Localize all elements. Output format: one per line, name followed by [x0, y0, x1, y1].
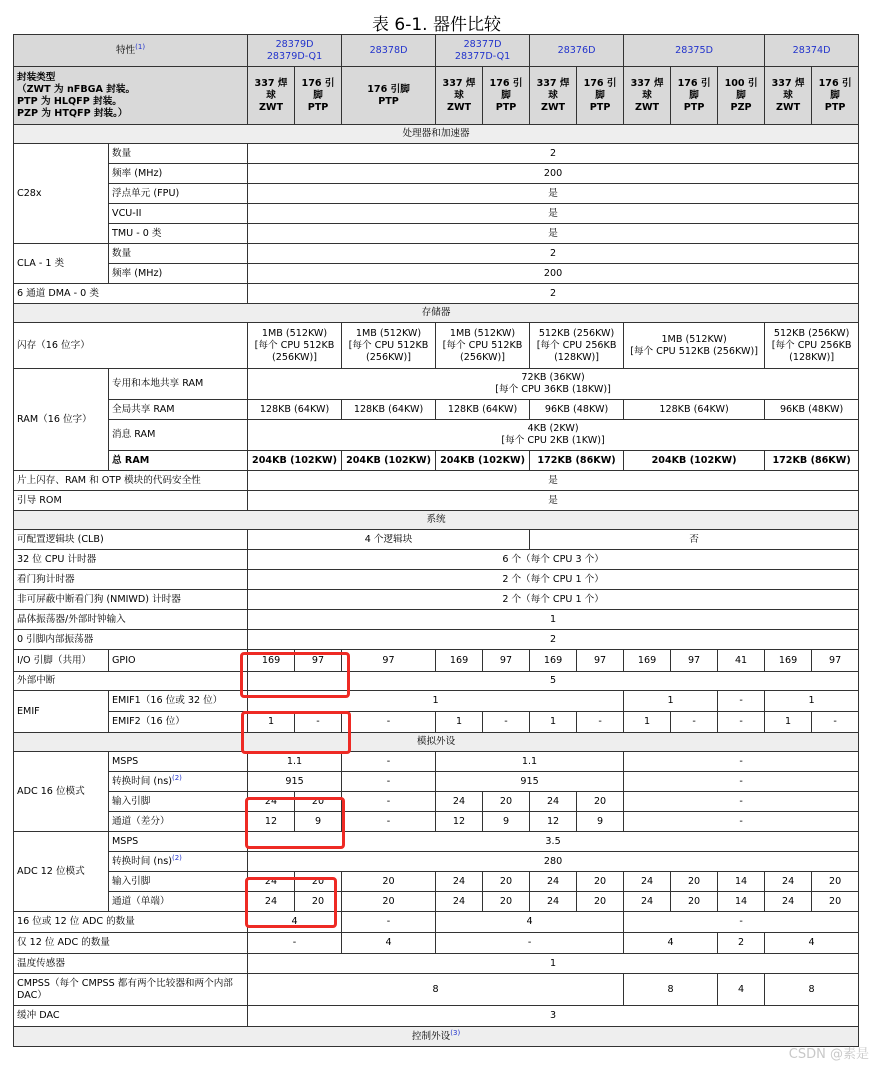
nmiwd-value: 2 个（每个 CPU 1 个） — [248, 590, 859, 610]
adc12-chan-value: 20 — [295, 892, 342, 912]
adc16-chan-label: 通道（差分） — [109, 812, 248, 832]
device-28376D[interactable]: 28376D — [530, 35, 624, 67]
crystal-label: 晶体振荡器/外部时钟输入 — [14, 610, 248, 630]
emif1-label: EMIF1（16 位或 32 位） — [109, 691, 248, 712]
adc12-pins-value: 20 — [812, 872, 859, 892]
clb-value: 4 个逻辑块 — [248, 530, 530, 550]
cla-freq-value: 200 — [248, 264, 859, 284]
c28x-vcu-label: VCU-II — [109, 204, 248, 224]
cmpss-label: CMPSS（每个 CMPSS 都有两个比较器和两个内部 DAC） — [14, 974, 248, 1006]
io-value: 97 — [577, 650, 624, 672]
emif2-value: 1 — [436, 712, 483, 733]
device-28378D[interactable]: 28378D — [342, 35, 436, 67]
dma-label: 6 通道 DMA - 0 类 — [14, 284, 248, 304]
adc16-conv-value: - — [342, 772, 436, 792]
ram-global-label: 全局共享 RAM — [109, 400, 248, 420]
adc16-conv-value: 915 — [248, 772, 342, 792]
table-title: 表 6-1. 器件比较 — [372, 15, 501, 35]
ram-total-value: 204KB (102KW) — [624, 451, 765, 471]
timers-value: 6 个（每个 CPU 3 个） — [248, 550, 859, 570]
adc12-pins-value: 24 — [624, 872, 671, 892]
adc16-chan-value: 9 — [577, 812, 624, 832]
section-processor: 处理器和加速器 — [14, 125, 859, 144]
package-cell: 176 引 脚 PTP — [295, 67, 342, 125]
flash-value: 1MB (512KW) [每个 CPU 512KB (256KW)] — [436, 323, 530, 369]
adc-both-value: - — [342, 912, 436, 933]
adc12-chan-value: 24 — [530, 892, 577, 912]
emif1-value: - — [718, 691, 765, 712]
ram-label: RAM（16 位字） — [14, 369, 109, 471]
adc-only12-value: 4 — [765, 933, 859, 954]
flash-value: 512KB (256KW) [每个 CPU 256KB (128KW)] — [530, 323, 624, 369]
flash-value: 512KB (256KW) [每个 CPU 256KB (128KW)] — [765, 323, 859, 369]
ram-dedicated-value: 72KB (36KW) [每个 CPU 36KB (18KW)] — [248, 369, 859, 400]
emif2-value: - — [718, 712, 765, 733]
io-value: 169 — [530, 650, 577, 672]
ram-global-value: 128KB (64KW) — [342, 400, 436, 420]
section-control: 控制外设$^{(3)}$ — [14, 1027, 859, 1047]
adc12-pins-value: 24 — [765, 872, 812, 892]
device-28379D[interactable]: 28379D 28379D-Q1 — [248, 35, 342, 67]
clb-value: 否 — [530, 530, 859, 550]
package-cell: 100 引 脚 PZP — [718, 67, 765, 125]
ram-msg-label: 消息 RAM — [109, 420, 248, 451]
c28x-tmu-label: TMU - 0 类 — [109, 224, 248, 244]
device-comparison-table — [13, 34, 859, 1047]
adc16-conv-value: 915 — [436, 772, 624, 792]
adc12-pins-value: 24 — [436, 872, 483, 892]
clb-label: 可配置逻辑块 (CLB) — [14, 530, 248, 550]
adc16-msps-label: MSPS — [109, 752, 248, 772]
ram-global-value: 96KB (48KW) — [530, 400, 624, 420]
nmiwd-label: 非可屏蔽中断看门狗 (NMIWD) 计时器 — [14, 590, 248, 610]
extint-label: 外部中断 — [14, 672, 248, 691]
io-value: 97 — [483, 650, 530, 672]
cla-count-value: 2 — [248, 244, 859, 264]
adc12-chan-label: 通道（单端） — [109, 892, 248, 912]
package-cell: 337 焊 球 ZWT — [624, 67, 671, 125]
package-cell: 337 焊 球 ZWT — [248, 67, 295, 125]
adc16-conv-label: 转换时间 (ns)$^{(2)}$ — [109, 772, 248, 792]
adc-both-value: - — [624, 912, 859, 933]
emif2-value: - — [671, 712, 718, 733]
adc-only12-value: - — [436, 933, 624, 954]
adc16-pins-value: - — [624, 792, 859, 812]
temp-value: 1 — [248, 954, 859, 974]
adc12-pins-value: 20 — [295, 872, 342, 892]
c28x-fpu-label: 浮点单元 (FPU) — [109, 184, 248, 204]
cmpss-value: 8 — [248, 974, 624, 1006]
flash-label: 闪存（16 位字） — [14, 323, 248, 369]
emif2-value: 1 — [530, 712, 577, 733]
security-value: 是 — [248, 471, 859, 491]
adc12-pins-value: 20 — [577, 872, 624, 892]
io-value: 169 — [624, 650, 671, 672]
io-value: 169 — [436, 650, 483, 672]
adc-only12-label: 仅 12 位 ADC 的数量 — [14, 933, 248, 954]
io-value: 97 — [671, 650, 718, 672]
adc12-msps-label: MSPS — [109, 832, 248, 852]
adc12-pins-value: 20 — [342, 872, 436, 892]
ram-global-value: 128KB (64KW) — [248, 400, 342, 420]
ram-total-value: 204KB (102KW) — [248, 451, 342, 471]
watchdog-value: 2 个（每个 CPU 1 个） — [248, 570, 859, 590]
adc16-pins-value: 20 — [483, 792, 530, 812]
adc12-pins-value: 24 — [248, 872, 295, 892]
c28x-freq-label: 频率 (MHz) — [109, 164, 248, 184]
device-28375D[interactable]: 28375D — [624, 35, 765, 67]
adc16-msps-value: 1.1 — [248, 752, 342, 772]
adc16-pins-value: 20 — [577, 792, 624, 812]
adc16-chan-value: 9 — [483, 812, 530, 832]
package-row — [14, 67, 859, 125]
cla-label: CLA - 1 类 — [14, 244, 109, 284]
adc12-chan-value: 24 — [248, 892, 295, 912]
ram-total-label: 总 RAM — [109, 451, 248, 471]
adc12-chan-value: 20 — [342, 892, 436, 912]
adc12-chan-value: 20 — [671, 892, 718, 912]
package-cell: 337 焊 球 ZWT — [530, 67, 577, 125]
cmpss-value: 8 — [765, 974, 859, 1006]
adc-only12-value: 2 — [718, 933, 765, 954]
device-28377D[interactable]: 28377D 28377D-Q1 — [436, 35, 530, 67]
emif1-value: 1 — [765, 691, 859, 712]
adc16-chan-value: - — [342, 812, 436, 832]
adc12-chan-value: 24 — [436, 892, 483, 912]
ram-global-value: 128KB (64KW) — [436, 400, 530, 420]
adc16-chan-value: 9 — [295, 812, 342, 832]
io-value: 97 — [295, 650, 342, 672]
io-value: 169 — [765, 650, 812, 672]
adc16-msps-value: - — [342, 752, 436, 772]
adc16-chan-value: 12 — [436, 812, 483, 832]
c28x-count-label: 数量 — [109, 144, 248, 164]
adc16-chan-value: 12 — [530, 812, 577, 832]
adc16-msps-value: 1.1 — [436, 752, 624, 772]
package-cell: 176 引 脚 PTP — [671, 67, 718, 125]
adc-both-value: 4 — [248, 912, 342, 933]
adc-only12-value: 4 — [342, 933, 436, 954]
io-value: 169 — [248, 650, 295, 672]
adc16-pins-value: 20 — [295, 792, 342, 812]
emif-label: EMIF — [14, 691, 109, 733]
highlight-box-emif2 — [241, 711, 351, 754]
ram-global-value: 96KB (48KW) — [765, 400, 859, 420]
adc12-chan-value: 24 — [624, 892, 671, 912]
cmpss-value: 4 — [718, 974, 765, 1006]
package-cell: 176 引 脚 PTP — [812, 67, 859, 125]
adc12-pins-value: 14 — [718, 872, 765, 892]
adc12-label: ADC 12 位模式 — [14, 832, 109, 912]
c28x-freq-value: 200 — [248, 164, 859, 184]
highlight-box-adc12 — [245, 877, 337, 928]
ram-global-value: 128KB (64KW) — [624, 400, 765, 420]
ram-total-value: 204KB (102KW) — [436, 451, 530, 471]
c28x-tmu-value: 是 — [248, 224, 859, 244]
adc12-pins-value: 24 — [530, 872, 577, 892]
adc16-label: ADC 16 位模式 — [14, 752, 109, 832]
adc12-conv-value: 280 — [248, 852, 859, 872]
extint-value: 5 — [248, 672, 859, 691]
ram-msg-value: 4KB (2KW) [每个 CPU 2KB (1KW)] — [248, 420, 859, 451]
package-cell: 337 焊 球 ZWT — [436, 67, 483, 125]
adc12-chan-value: 20 — [483, 892, 530, 912]
adc12-pins-value: 20 — [671, 872, 718, 892]
emif2-value: 1 — [248, 712, 295, 733]
flash-value: 1MB (512KW) [每个 CPU 512KB (256KW)] — [624, 323, 765, 369]
adc-only12-value: - — [248, 933, 342, 954]
security-label: 片上闪存、RAM 和 OTP 模块的代码安全性 — [14, 471, 248, 491]
adc12-chan-value: 24 — [765, 892, 812, 912]
cla-freq-label: 频率 (MHz) — [109, 264, 248, 284]
adc16-chan-value: - — [624, 812, 859, 832]
device-28374D[interactable]: 28374D — [765, 35, 859, 67]
ram-total-value: 204KB (102KW) — [342, 451, 436, 471]
io-value: 41 — [718, 650, 765, 672]
adc16-pins-value: 24 — [530, 792, 577, 812]
adc12-chan-value: 20 — [577, 892, 624, 912]
io-label: I/O 引脚（共用） — [14, 650, 109, 672]
io-value: 97 — [812, 650, 859, 672]
intosc-value: 2 — [248, 630, 859, 650]
adc-both-value: 4 — [436, 912, 624, 933]
adc16-conv-value: - — [624, 772, 859, 792]
dac-value: 3 — [248, 1006, 859, 1027]
crystal-value: 1 — [248, 610, 859, 630]
emif2-label: EMIF2（16 位） — [109, 712, 248, 733]
section-system: 系统 — [14, 511, 859, 530]
adc-only12-value: 4 — [624, 933, 718, 954]
watchdog-label: 看门狗计时器 — [14, 570, 248, 590]
ram-dedicated-label: 专用和本地共享 RAM — [109, 369, 248, 400]
table-header-row — [14, 35, 859, 67]
emif2-value: - — [295, 712, 342, 733]
adc16-pins-value: 24 — [436, 792, 483, 812]
package-cell: 176 引脚 PTP — [342, 67, 436, 125]
package-cell: 176 引 脚 PTP — [577, 67, 624, 125]
adc16-msps-value: - — [624, 752, 859, 772]
emif1-value: 1 — [624, 691, 718, 712]
adc12-msps-value: 3.5 — [248, 832, 859, 852]
adc12-chan-value: 14 — [718, 892, 765, 912]
section-analog: 模拟外设 — [14, 733, 859, 752]
adc16-pins-label: 输入引脚 — [109, 792, 248, 812]
timers-label: 32 位 CPU 计时器 — [14, 550, 248, 570]
emif2-value: - — [342, 712, 436, 733]
dac-label: 缓冲 DAC — [14, 1006, 248, 1027]
package-label: 封装类型 （ZWT 为 nFBGA 封装。 PTP 为 HLQFP 封装。 PZP 为 HTQFP 封装。） — [14, 67, 248, 125]
emif1-value: 1 — [248, 691, 624, 712]
adc16-pins-value: 24 — [248, 792, 295, 812]
adc16-pins-value: - — [342, 792, 436, 812]
bootrom-value: 是 — [248, 491, 859, 511]
dma-value: 2 — [248, 284, 859, 304]
emif2-value: - — [812, 712, 859, 733]
emif2-value: - — [577, 712, 624, 733]
c28x-vcu-value: 是 — [248, 204, 859, 224]
adc12-conv-label: 转换时间 (ns)$^{(2)}$ — [109, 852, 248, 872]
adc12-chan-value: 20 — [812, 892, 859, 912]
flash-value: 1MB (512KW) [每个 CPU 512KB (256KW)] — [248, 323, 342, 369]
io-value: 97 — [342, 650, 436, 672]
flash-value: 1MB (512KW) [每个 CPU 512KB (256KW)] — [342, 323, 436, 369]
io-gpio-label: GPIO — [109, 650, 248, 672]
feature-header: 特性$^{(1)}$ — [14, 35, 248, 67]
cmpss-value: 8 — [624, 974, 718, 1006]
watermark: CSDN @素是 — [788, 1047, 869, 1062]
package-cell: 176 引 脚 PTP — [483, 67, 530, 125]
emif2-value: 1 — [624, 712, 671, 733]
bootrom-label: 引导 ROM — [14, 491, 248, 511]
c28x-count-value: 2 — [248, 144, 859, 164]
ram-total-value: 172KB (86KW) — [530, 451, 624, 471]
adc12-pins-value: 20 — [483, 872, 530, 892]
highlight-box-adc16 — [245, 797, 345, 849]
temp-label: 温度传感器 — [14, 954, 248, 974]
emif2-value: - — [483, 712, 530, 733]
intosc-label: 0 引脚内部振荡器 — [14, 630, 248, 650]
adc12-pins-label: 输入引脚 — [109, 872, 248, 892]
section-memory: 存储器 — [14, 304, 859, 323]
cla-count-label: 数量 — [109, 244, 248, 264]
c28x-fpu-value: 是 — [248, 184, 859, 204]
package-cell: 337 焊 球 ZWT — [765, 67, 812, 125]
adc-both-label: 16 位或 12 位 ADC 的数量 — [14, 912, 248, 933]
ram-total-value: 172KB (86KW) — [765, 451, 859, 471]
adc16-chan-value: 12 — [248, 812, 295, 832]
emif2-value: 1 — [765, 712, 812, 733]
c28x-label: C28x — [14, 144, 109, 244]
highlight-box-gpio — [240, 652, 350, 698]
